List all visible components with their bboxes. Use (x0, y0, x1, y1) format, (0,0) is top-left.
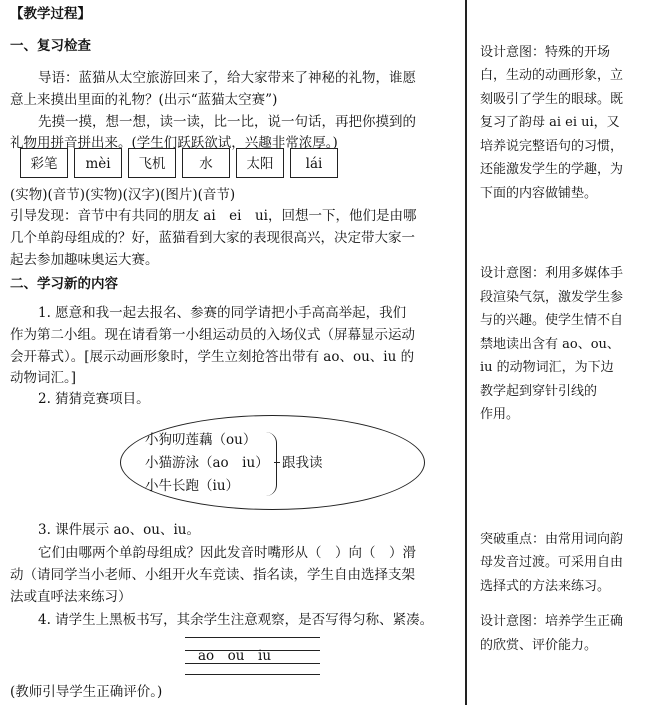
card-5: 太阳 (236, 148, 284, 178)
section1-p3-line3: 起去参加趣味奥运大赛。 (10, 252, 159, 268)
card-4: 水 (182, 148, 230, 178)
item1-line1: 1. 愿意和我一起去报名、参赛的同学请把小手高高举起，我们 (38, 305, 407, 321)
item1-line2: 作为第二小组。现在请看第一小组运动员的入场仪式（屏幕显示运动 (10, 327, 415, 343)
note2-line4: 禁地读出含有 ao、ou、 (480, 337, 620, 352)
section1-p1-line1: 导语：蓝猫从太空旅游回来了，给大家带来了神秘的礼物，谁愿 (38, 70, 416, 86)
section1-p3-line1: 引导发现：音节中有共同的朋友 ai ei ui，回想一下，他们是由哪 (10, 208, 417, 224)
note4-line2: 的欣赏、评价能力。 (480, 638, 598, 653)
note2-line2: 段渲染气氛，激发学生参 (480, 290, 624, 305)
item1-line4: 动物词汇。] (10, 370, 77, 386)
card-6: lái (290, 148, 338, 178)
note2-line7: 作用。 (480, 407, 520, 422)
item3: 3. 课件展示 ao、ou、iu。 (38, 522, 200, 538)
note1-line4: 复习了韵母 ai ei ui，又 (480, 115, 620, 130)
note1-line2: 白，生动的动画形象，立 (480, 68, 624, 83)
note2-line1: 设计意图：利用多媒体手 (480, 266, 624, 281)
right-brace (266, 432, 277, 496)
section1-p2-line1: 先摸一摸，想一想，读一读，比一比，说一句话，再把你摸到的 (38, 114, 416, 130)
note1-line1: 设计意图：特殊的开场 (480, 45, 611, 60)
right-brace-tip (274, 462, 280, 463)
note2-line5: iu 的动物词汇，为下边 (480, 360, 614, 375)
p4-line3: 法或直呼法来练习） (10, 589, 132, 605)
note3-line3: 选择式的方法来练习。 (480, 579, 611, 594)
sidebar-notes (470, 0, 650, 705)
card-2: mèi (74, 148, 122, 178)
teaching-process-tag: 【教学过程】 (10, 6, 91, 22)
item4: 4. 请学生上黑板书写，其余学生注意观察，是否写得匀称、紧凑。 (38, 612, 434, 628)
writing-line-1 (185, 637, 320, 638)
note4-line1: 设计意图：培养学生正确 (480, 614, 624, 629)
oval-item-1: 小狗叨莲藕（ou） (145, 432, 257, 448)
note2-line6: 教学起到穿针引线的 (480, 384, 598, 399)
oval-item-3: 小牛长跑（iu） (145, 478, 240, 494)
column-divider (465, 0, 467, 705)
follow-me-label: 跟我读 (282, 455, 323, 471)
card-labels: (实物)(音节)(实物)(汉字)(图片)(音节) (10, 187, 236, 203)
note1-line5: 培养说完整语句的习惯， (480, 139, 624, 154)
note1-line3: 刻吸引了学生的眼球。既 (480, 92, 624, 107)
card-1: 彩笔 (20, 148, 68, 178)
note1-line7: 下面的内容做铺垫。 (480, 186, 598, 201)
p4-line1: 它们由哪两个单韵母组成？因此发音时嘴形从（ ）向（ ）滑 (38, 545, 416, 561)
section1-title: 一、复习检查 (10, 38, 91, 54)
note3-line1: 突破重点：由常用词向韵 (480, 532, 624, 547)
section2-title: 二、学习新的内容 (10, 276, 118, 292)
writing-line-4 (185, 674, 320, 675)
p4-line2: 动（请同学当小老师、小组开火车竞读、指名读，学生自由选择支架 (10, 567, 415, 583)
section1-p1-line2: 意上来摸出里面的礼物？(出示“蓝猫太空赛”) (10, 92, 278, 108)
note3-line2: 母发音过渡。可采用自由 (480, 555, 624, 570)
note2-line3: 与的兴趣。使学生情不自 (480, 313, 624, 328)
note1-line6: 还能激发学生的学趣，为 (480, 162, 624, 177)
card-3: 飞机 (128, 148, 176, 178)
item1-line3: 会开幕式）。[展示动画形象时，学生立刻抢答出带有 ao、ou、iu 的 (10, 349, 415, 365)
section1-p3-line2: 几个单韵母组成的？好，蓝猫看到大家的表现很高兴，决定带大家一 (10, 230, 415, 246)
section1-p2-line2: 礼物用拼音拼出来。(学生们跃跃欲试，兴趣非常浓厚。) (10, 135, 338, 151)
item2: 2. 猜猜竞赛项目。 (38, 391, 150, 407)
board-writing: ao ou iu (198, 648, 272, 664)
closing-note: (教师引导学生正确评价。) (10, 684, 163, 700)
oval-item-2: 小猫游泳（ao iu） (145, 455, 269, 471)
